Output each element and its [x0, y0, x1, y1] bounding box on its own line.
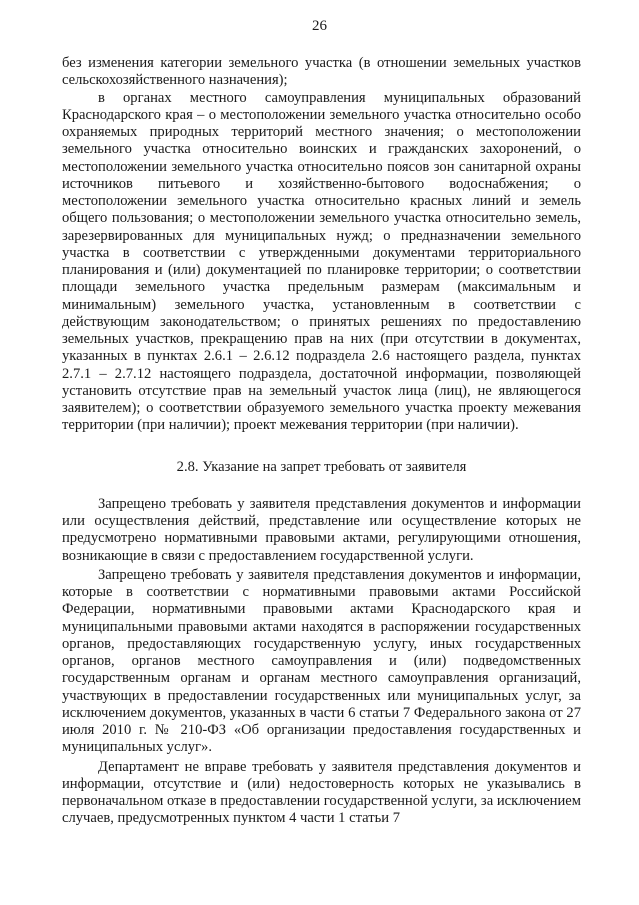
paragraph-department: Департамент не вправе требовать у заявителя представления документов и информации, отсутствие и (или) недостоверность которых не указывались в первоначальном отказе в предоставлении государственной услуги, за исключением случаев, предусмотренных пунктом 4 части 1 статьи 7 [62, 758, 581, 827]
page-number: 26 [312, 18, 327, 34]
document-body [62, 55, 581, 828]
paragraph-prohibition-documents: Запрещено требовать у заявителя представления документов и информации, которые в соответствии с нормативными правовыми актами Российской Федерации, нормативными правовыми актами Краснодарского края и муниципальными правовыми актами находятся в распоряжении государственных органов, предоставляющих государственную услугу, иных государственных органов, органов местного самоуправления и (или) подведомственных государственным органам и органам местного самоуправления организаций, участвующих в предоставлении государственных или муниципальных услуг, за исключением документов, указанных в части 6 статьи 7 Федерального закона от 27 июля 2010 г. № 210-ФЗ «Об организации предоставления государственных и муниципальных услуг». [62, 566, 581, 756]
paragraph-continuation: без изменения категории земельного участка (в отношении земельных участков сельскохозяйственного назначения); [62, 55, 581, 89]
paragraph-prohibition-actions: Запрещено требовать у заявителя представления документов и информации или осуществления действий, представление или осуществление которых не предусмотрено нормативными правовыми актами, регулирующими отношения, возникающие в связи с предоставлением государственной услуги. [62, 495, 581, 564]
paragraph-local-authorities: в органах местного самоуправления муниципальных образований Краснодарского края – о местоположении земельного участка относительно особо охраняемых природных территорий местного значения; о местоположении земельного участка относительно воинских и гражданских захоронений, о местоположении земельного участка относительно поясов зон санитарной охраны источников питьевого и хозяйственно-бытового водоснабжения; о местоположении земельного участка относительно красных линий и земель общего пользования; о местоположении земельного участка относительно земель, зарезервированных для муниципальных нужд; о предназначении земельного участка в соответствии с утвержденными документами территориального планирования и (или) документацией по планировке территории; о соответствии площади земельного участка предельным размерам (максимальным и минимальным) земельного участка, установленным в соответствии с действующим законодательством; о принятых решениях по предоставлению земельных участков, прекращению прав на них (при отсутствии в документах, указанных в пунктах 2.6.1 – 2.6.12 подраздела 2.6 настоящего раздела, пунктах 2.7.1 – 2.7.12 настоящего подраздела, достаточной информации, позволяющей установить отсутствие прав на земельный участок лица (лиц), не являющегося заявителем); о соответствии образуемого земельного участка проекту межевания территории (при наличии); проект межевания территории (при наличии). [62, 89, 581, 434]
section-heading: 2.8. Указание на запрет требовать от заявителя [176, 458, 467, 475]
